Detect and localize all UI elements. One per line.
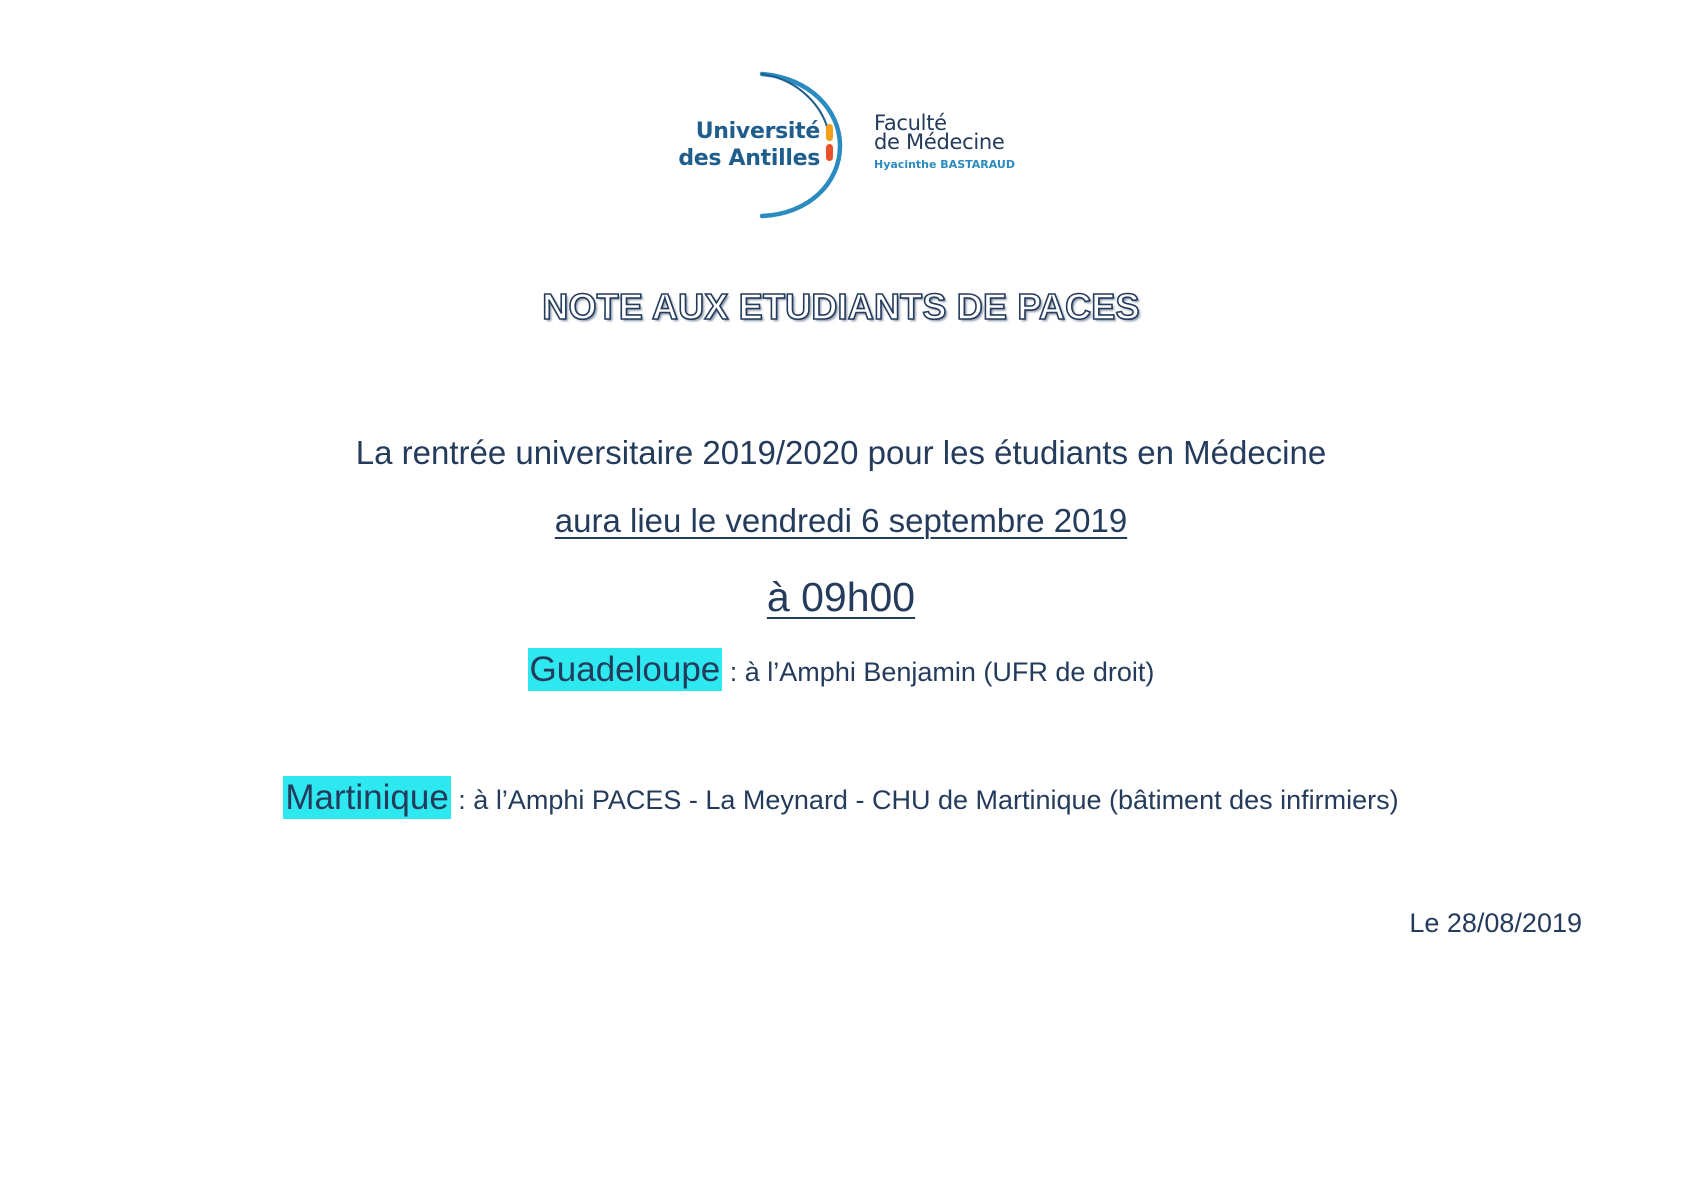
location-martinique	[0, 778, 1682, 818]
announcement-line: La rentrée universitaire 2019/2020 pour les étudiants en Médecine	[355, 434, 1327, 471]
announcement-date-text: aura lieu le vendredi 6 septembre 2019	[554, 502, 1128, 539]
note-title: NOTE AUX ETUDIANTS DE PACES	[542, 286, 1140, 327]
location-description-guadeloupe: : à l’Amphi Benjamin (UFR de droit)	[722, 657, 1155, 687]
university-name	[660, 118, 820, 172]
faculty-dedication: Hyacinthe BASTARAUD	[874, 158, 1015, 171]
announcement-time-line	[0, 574, 1682, 621]
location-guadeloupe	[0, 650, 1682, 690]
faculty-name	[874, 111, 1015, 174]
logo-dots-icon	[826, 124, 834, 164]
logo-dot-red	[826, 144, 833, 161]
faculty-line1: Faculté	[874, 111, 947, 135]
university-name-line2: des Antilles	[678, 146, 820, 171]
location-place-guadeloupe: Guadeloupe	[529, 650, 721, 689]
university-logo	[660, 68, 1040, 228]
document-date: Le 28/08/2019	[1409, 908, 1582, 938]
announcement-date-line	[0, 502, 1682, 540]
announcement-time-text: à 09h00	[766, 574, 916, 620]
university-name-line1: Université	[695, 119, 820, 144]
logo-dot-orange	[826, 124, 833, 141]
location-description-martinique: : à l’Amphi PACES - La Meynard - CHU de Martinique (bâtiment des infirmiers)	[450, 785, 1399, 815]
faculty-line2: de Médecine	[874, 130, 1005, 154]
location-place-martinique: Martinique	[285, 778, 449, 817]
